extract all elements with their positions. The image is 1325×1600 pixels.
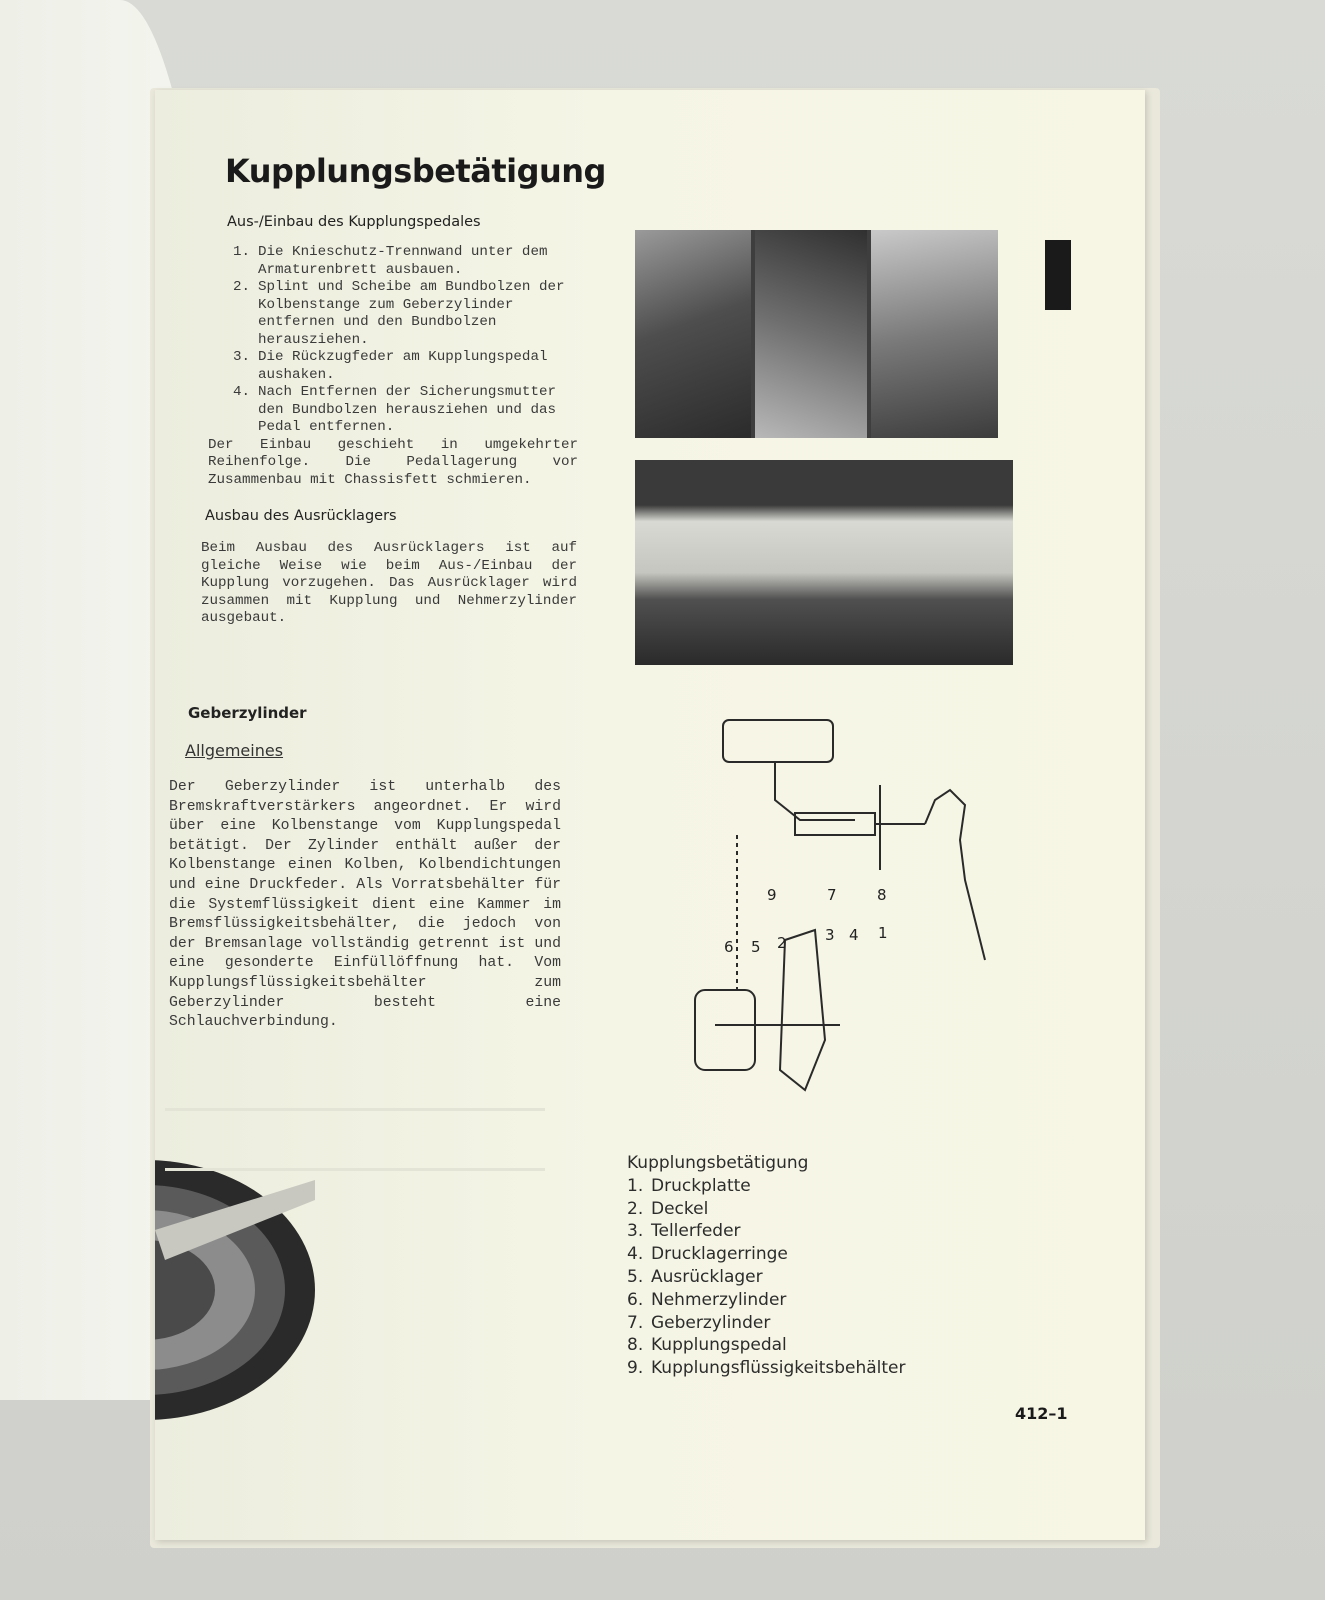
list-item: 4. Nach Entfernen der Sicherungsmutter den Bundbolzen herausziehen und das Pedal entfernen. [233, 384, 556, 435]
diagram-label-3: 3 [825, 926, 835, 944]
diagram-label-2: 2 [777, 934, 787, 952]
section-subheading-general: Allgemeines [185, 741, 284, 760]
photo-strip-pedal-removal [635, 230, 998, 438]
list-item: 2. Splint und Scheibe am Bundbolzen der Kolbenstange zum Geberzylinder entfernen und den Bundbolzen herausziehen. [233, 279, 565, 348]
legend-item: 6. Nehmerzylinder [627, 1289, 787, 1310]
legend-item: 3. Tellerfeder [627, 1221, 741, 1242]
legend-item: 5. Ausrücklager [627, 1266, 763, 1287]
diagram-label-7: 7 [827, 886, 837, 904]
photo-panel [755, 230, 867, 438]
pedal-steps-list [233, 244, 578, 437]
master-cylinder-text: Der Geberzylinder ist unterhalb des Bremskraftverstärkers angeordnet. Er wird über eine Kolbenstange vom Kupplungspedal betätigt. Der Zylinder enthält außer der Kolbenstange einen Kolben, Kolbendichtungen und eine Druckfeder. Als Vorratsbehälter für die Systemflüssigkeit dient eine Kammer im Bremsflüssigkeitsbehälter, die jedoch von der Bremsanlage vollständig getrennt ist und eine gesonderte Einfüllöffnung hat. Vom Kupplungsflüssigkeitsbehälter zum Geberzylinder besteht eine Schlauchverbindung. [169, 779, 561, 1031]
section-heading-pedal: Aus-/Einbau des Kupplungspedales [227, 214, 481, 230]
clutch-housing-shape [780, 930, 825, 1090]
legend-item: 9. Kupplungsflüssigkeitsbehälter [627, 1358, 906, 1379]
pipe-shape [775, 762, 855, 820]
diagram-label-6: 6 [724, 938, 734, 956]
diagram-label-1: 1 [878, 924, 888, 942]
photo-bearing-removal [635, 460, 1013, 665]
bleed-through-line [165, 1108, 545, 1111]
reservoir-shape [723, 720, 833, 762]
section-heading-bearing: Ausbau des Ausrücklagers [205, 508, 397, 524]
pedal-steps-block [208, 244, 578, 489]
legend-item: 1. Druckplatte [627, 1175, 751, 1196]
diagram-label-4: 4 [849, 926, 859, 944]
diagram-label-8: 8 [877, 886, 887, 904]
thumb-index-tab [1045, 240, 1071, 310]
legend-item: 7. Geberzylinder [627, 1312, 771, 1333]
page-number: 412–1 [1015, 1404, 1068, 1423]
list-item: 3. Die Rückzugfeder am Kupplungspedal aushaken. [233, 349, 548, 383]
list-item: 1. Die Knieschutz-Trennwand unter dem Armaturenbrett ausbauen. [233, 244, 548, 278]
diagram-label-5: 5 [751, 938, 761, 956]
figure-legend [627, 1152, 906, 1380]
master-cylinder-shape [795, 813, 875, 835]
legend-item: 8. Kupplungspedal [627, 1335, 787, 1356]
pedal-closing-text: Der Einbau geschieht in umgekehrter Reihenfolge. Die Pedallagerung vor Zusammenbau mit Chassisfett schmieren. [208, 436, 578, 488]
photo-panel [635, 230, 751, 438]
photo-panel [871, 230, 998, 438]
manual-page [155, 90, 1145, 1540]
section-heading-master: Geberzylinder [188, 704, 307, 722]
pedal-shape [925, 790, 985, 960]
clutch-actuation-diagram [675, 710, 1005, 1120]
legend-list [627, 1175, 906, 1380]
legend-item: 4. Drucklagerringe [627, 1244, 788, 1265]
bleed-through-photo [155, 1140, 315, 1430]
bearing-text: Beim Ausbau des Ausrücklagers ist auf gleiche Weise wie beim Aus-/Einbau der Kupplung vorzugehen. Das Ausrücklager wird zusammen mit Kupplung und Nehmerzylinder ausgebaut. [201, 540, 577, 626]
legend-title: Kupplungsbetätigung [627, 1153, 809, 1173]
bleed-through-line [165, 1168, 545, 1171]
legend-item: 2. Deckel [627, 1198, 709, 1219]
page-title: Kupplungsbetätigung [225, 152, 606, 190]
gearbox-shape [695, 990, 755, 1070]
diagram-label-9: 9 [767, 886, 777, 904]
